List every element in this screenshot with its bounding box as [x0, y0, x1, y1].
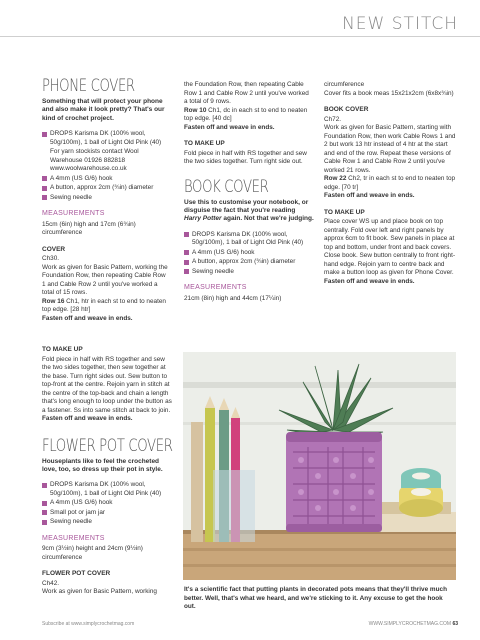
cover-heading: COVER — [42, 245, 66, 253]
phone-cover-column — [42, 76, 170, 323]
bullet-square-icon — [184, 260, 189, 265]
fasten-off-text: Fasten off and weave in ends. — [324, 277, 415, 285]
phone-cover-title: PHONE COVER — [42, 76, 135, 96]
row-22-instruction: Row 22 Ch2, tr in each st to end to neaten top edge. [70 tr] — [324, 175, 456, 191]
measurements-heading: MEASUREMENTS — [42, 534, 105, 542]
bullet-square-icon — [184, 269, 189, 274]
continued-text: the Foundation Row, then repeating Cable Row 1 and Cable Row 2 until you've worked a total of 9 rows. — [184, 81, 309, 105]
measurements-text: 9cm (3½in) height and 24cm (9½in) circumference — [42, 545, 143, 561]
footer-page-info — [369, 621, 458, 627]
material-item: Sewing needle — [184, 268, 314, 277]
pencil — [191, 422, 203, 542]
crochet-pot-cover — [286, 432, 382, 532]
measurements-heading: MEASUREMENTS — [184, 284, 247, 292]
flower-pot-illustration — [183, 352, 456, 580]
flower-cover-heading: FLOWER POT COVER — [42, 570, 111, 578]
fasten-off-text: Fasten off and weave in ends. — [324, 192, 415, 199]
make-up-heading: TO MAKE UP — [324, 208, 365, 216]
cover-text: Work as given for Basic Pattern, working the Foundation Row, then repeating Cable Row 1 and Cable Row 2 until you've worked a total of 15 rows. — [42, 263, 168, 297]
flower-pot-intro: Houseplants like to feel the crocheted love, too, so dress up their pot in style. — [42, 457, 163, 473]
section-title: NEW STITCH — [342, 14, 458, 34]
measurements-heading: MEASUREMENTS — [42, 210, 105, 218]
flower-pot-title: FLOWER POT COVER — [42, 435, 173, 456]
fasten-off-text: Fasten off and weave in ends. — [42, 415, 133, 422]
material-item: Small pot or jam jar — [42, 509, 172, 518]
material-item: A 4mm (US G/6) hook — [42, 499, 172, 508]
bullet-square-icon — [42, 510, 47, 515]
book-fit-text: Cover fits a book meas 15x21x2cm (6x8x¾in) — [324, 89, 454, 97]
bullet-square-icon — [42, 186, 47, 191]
middle-column — [184, 81, 314, 303]
bullet-square-icon — [42, 176, 47, 181]
material-item: DROPS Karisma DK (100% wool, 50g/100m), 1 ball of Light Old Pink (40) — [184, 231, 314, 248]
material-item: A button, approx 2cm (¾in) diameter — [42, 184, 170, 193]
cover-text: Work as given for Basic Pattern, working — [42, 588, 157, 596]
fasten-off-text: Fasten off and weave in ends. — [42, 314, 133, 322]
material-item: A 4mm (US G/6) hook — [184, 249, 314, 258]
material-item: DROPS Karisma DK (100% wool, 50g/100m), 1 ball of Light Old Pink (40) — [42, 130, 170, 147]
fasten-off-text: Fasten off and weave in ends. — [184, 123, 275, 131]
make-up-heading: TO MAKE UP — [42, 346, 83, 353]
flower-pot-photo — [183, 352, 456, 580]
bullet-square-icon — [184, 250, 189, 255]
book-cover-heading: BOOK COVER — [324, 106, 369, 113]
header-rule — [0, 36, 480, 37]
phone-materials-list — [42, 130, 170, 202]
bullet-square-icon — [42, 195, 47, 200]
row-10-instruction: Row 10 Ch1, dc in each st to end to neaten top edge. [40 dc] — [184, 106, 308, 122]
material-item: A 4mm (US G/6) hook — [42, 175, 170, 184]
cover-text: Work as given for Basic Pattern, starting with Foundation Row, then work Cable Rows 1 and 2 but work 13 htr instead of 4 htr at the start and end of the row. Repeat these versions of Cable Row 1 and Cable Row 2 until you've worked 21 rows. — [324, 124, 456, 174]
measurements-text: 15cm (6in) high and 17cm (6¾in) circumference — [42, 220, 136, 237]
cover-chain: Ch42. — [42, 579, 60, 587]
make-up-text: Fold piece in half with RS together and sew the two sides together. Turn right side out. — [184, 149, 307, 165]
bullet-square-icon — [42, 520, 47, 525]
book-cover-intro: Use this to customise your notebook, or disguise the fact that you're reading Harry Potter again. Not that we're judging. — [184, 198, 314, 223]
footer-subscribe: Subscribe at www.simplycrochetmag.com — [42, 621, 135, 627]
circumference-text: circumference — [324, 81, 365, 88]
material-item: Sewing needle — [42, 518, 172, 527]
phone-cover-intro: Something that will protect your phone and also make it look pretty? That's our kind of crochet project. — [42, 98, 165, 122]
photo-caption: It's a scientific fact that putting plants in decorated pots means that they'll thrive much better. Well, that's what we heard, and we're sticking to it. Any excuse to get the hook out. — [184, 586, 447, 611]
make-up-text: Place cover WS up and place book on top centrally. Fold over left and right panels by approx 6cm to fit book. Sew panels in place at top and bottom, under front and back covers. Close book. Sew button centrally to front right-hand edge. Rejoin yarn to centre back and make a button loop as given for Phone Cover. — [324, 218, 456, 276]
make-up-text: Fold piece in half with RS together and sew the two sides together, then sew together at the base. Turn right sides out. Sew button to top-front at the centre. Rejoin yarn in stitch at the centre of the top-back and chain a length that's long enough to loop under the button as a fastener. Ss into same stitch at back to join. — [42, 355, 172, 414]
bullet-square-icon — [184, 232, 189, 237]
book-materials-list — [184, 231, 314, 277]
phone-make-up-column — [42, 346, 172, 597]
right-column — [324, 81, 456, 286]
bullet-square-icon — [42, 501, 47, 506]
material-item: A button, approx 2cm (¾in) diameter — [184, 258, 314, 267]
row-16-instruction: Row 16 Ch1, htr in each st to end to neaten top edge. [28 htr] — [42, 297, 166, 314]
footer-site: WWW.SIMPLYCROCHETMAG.COM — [368, 621, 452, 627]
flower-materials-list — [42, 481, 172, 527]
make-up-heading: TO MAKE UP — [184, 140, 225, 147]
book-cover-title: BOOK COVER — [184, 176, 269, 197]
cover-chain: Ch30. — [42, 255, 60, 263]
material-item: For yarn stockists contact Wool Warehouse 01926 882818 www.woolwarehouse.co.uk — [50, 148, 139, 173]
material-item: Sewing needle — [42, 194, 170, 203]
page-number: 63 — [452, 621, 458, 627]
bullet-square-icon — [42, 483, 47, 488]
cover-chain: Ch72. — [324, 115, 342, 123]
measurements-text: 21cm (8in) high and 44cm (17¼in) — [184, 294, 282, 302]
glass-jar — [213, 470, 255, 542]
material-item: DROPS Karisma DK (100% wool, 50g/100m), 1 ball of Light Old Pink (40) — [42, 481, 172, 498]
bullet-square-icon — [42, 132, 47, 137]
